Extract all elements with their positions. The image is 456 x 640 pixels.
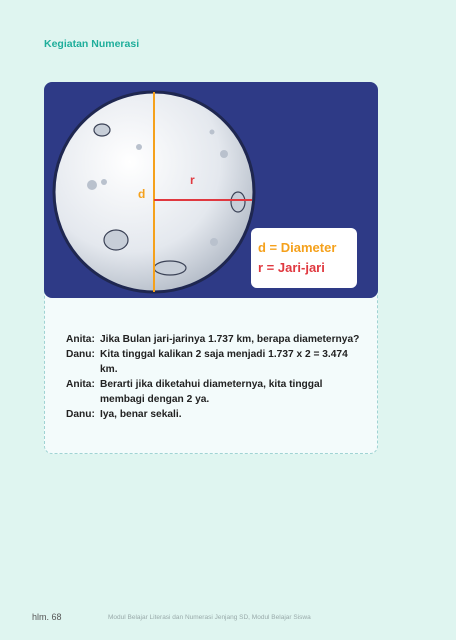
section-title: Kegiatan Numerasi (44, 38, 140, 50)
crater (94, 124, 110, 136)
speaker-name: Anita: (66, 334, 95, 345)
dialog-line (66, 347, 366, 377)
speaker-name: Danu: (66, 349, 95, 360)
crater (231, 192, 245, 212)
crater (210, 130, 215, 135)
speaker-name: Danu: (66, 409, 95, 420)
legend-radius: r = Jari-jari (258, 260, 325, 275)
page-number: hlm. 68 (32, 612, 62, 622)
crater (101, 179, 107, 185)
diameter-label: d (138, 187, 146, 201)
speaker-name: Anita: (66, 379, 95, 390)
dialog-line (66, 377, 366, 407)
crater (210, 238, 218, 246)
legend-diameter: d = Diameter (258, 240, 337, 255)
crater (87, 180, 97, 190)
dialog-text: Berarti jika diketahui diameternya, kita tinggal membagi dengan 2 ya. (100, 379, 323, 405)
crater (220, 150, 228, 158)
crater (154, 261, 186, 275)
dialog-line (66, 407, 366, 422)
dialog-text: Jika Bulan jari-jarinya 1.737 km, berapa diameternya? (100, 334, 360, 345)
dialog-line (66, 332, 366, 347)
dialog-text: Iya, benar sekali. (100, 409, 182, 420)
dialog-text: Kita tinggal kalikan 2 saja menjadi 1.737 x 2 = 3.474 km. (100, 349, 348, 375)
footer-credit: Modul Belajar Literasi dan Numerasi Jenjang SD, Modul Belajar Siswa (108, 614, 311, 621)
crater (104, 230, 128, 250)
crater (136, 144, 142, 150)
dialog-block (66, 332, 366, 422)
radius-label: r (190, 173, 195, 187)
legend-box (251, 228, 357, 288)
